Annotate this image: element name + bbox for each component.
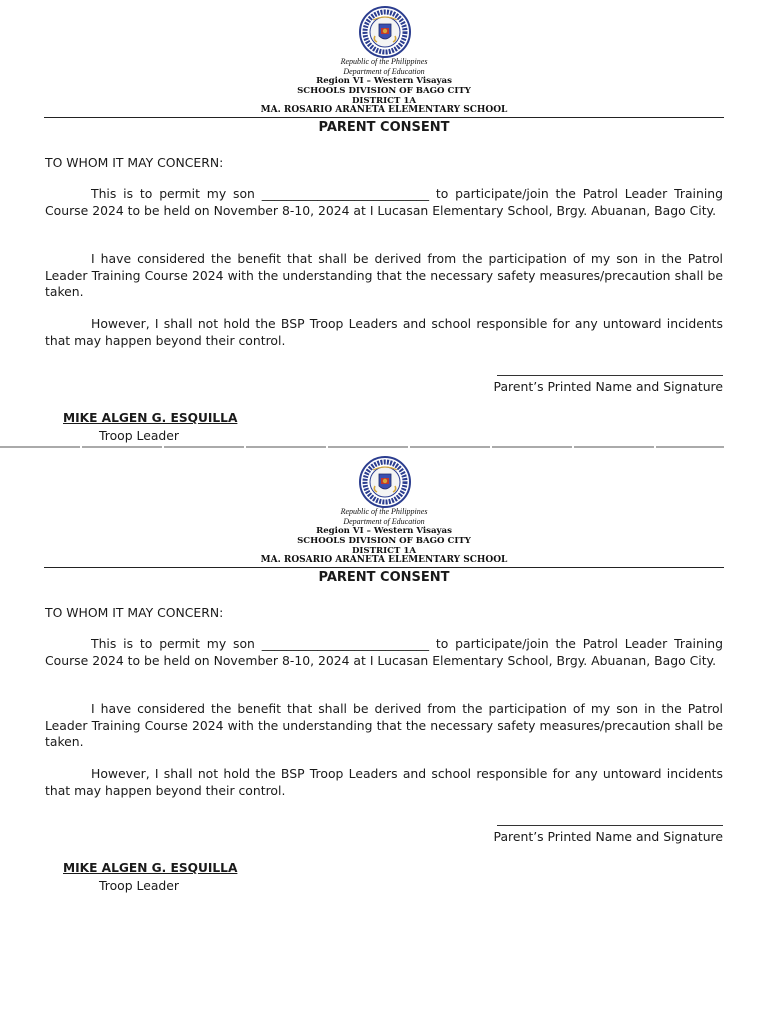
paragraph-permission bbox=[45, 636, 723, 669]
signature-label: Parent’s Printed Name and Signature bbox=[493, 829, 723, 844]
header-department: Department of Education bbox=[343, 517, 425, 526]
troop-leader-name: MIKE ALGEN G. ESQUILLA bbox=[63, 861, 238, 875]
paragraph-liability bbox=[45, 316, 723, 349]
salutation: TO WHOM IT MAY CONCERN: bbox=[45, 605, 224, 620]
paragraph-liability-text: However, I shall not hold the BSP Troop Leaders and school responsible for any untoward incidents that may happen beyond their control. bbox=[45, 766, 723, 798]
header-school: MA. ROSARIO ARANETA ELEMENTARY SCHOOL bbox=[260, 105, 508, 115]
header-divider bbox=[44, 567, 724, 568]
form-title: PARENT CONSENT bbox=[318, 570, 450, 585]
troop-leader-name: MIKE ALGEN G. ESQUILLA bbox=[63, 411, 238, 425]
header-division: SCHOOLS DIVISION OF BAGO CITY bbox=[297, 536, 471, 546]
paragraph-benefit bbox=[45, 701, 723, 751]
paragraph-permission-text: This is to permit my son ___________________________ to participate/join the Patrol Leader Training Course 2024 to be held on November 8-10, 2024 at I Lucasan Elementary School, Brgy. Abuanan, Bago City. bbox=[45, 186, 723, 218]
troop-leader-role: Troop Leader bbox=[99, 878, 180, 893]
troop-leader-role: Troop Leader bbox=[99, 428, 180, 443]
header-school: MA. ROSARIO ARANETA ELEMENTARY SCHOOL bbox=[260, 555, 508, 565]
header-department: Department of Education bbox=[343, 67, 425, 76]
signature-label: Parent’s Printed Name and Signature bbox=[493, 379, 723, 394]
paragraph-benefit bbox=[45, 251, 723, 301]
paragraph-benefit-text: I have considered the benefit that shall be derived from the participation of my son in the Patrol Leader Training Course 2024 with the understanding that the necessary safety measures/precaution shall be taken. bbox=[45, 251, 723, 299]
deped-seal-icon bbox=[351, 6, 419, 58]
header-divider bbox=[44, 117, 724, 118]
header-division: SCHOOLS DIVISION OF BAGO CITY bbox=[297, 86, 471, 96]
paragraph-liability-text: However, I shall not hold the BSP Troop Leaders and school responsible for any untoward incidents that may happen beyond their control. bbox=[45, 316, 723, 348]
header-district: DISTRICT 1A bbox=[351, 546, 417, 556]
header-region: Region VI – Western Visayas bbox=[316, 526, 452, 536]
paragraph-liability bbox=[45, 766, 723, 799]
paragraph-permission bbox=[45, 186, 723, 219]
signature-line bbox=[497, 375, 723, 376]
header-region: Region VI – Western Visayas bbox=[316, 76, 452, 86]
salutation: TO WHOM IT MAY CONCERN: bbox=[45, 155, 224, 170]
header-republic: Republic of the Philippines bbox=[340, 57, 428, 66]
header-republic: Republic of the Philippines bbox=[340, 507, 428, 516]
signature-line bbox=[497, 825, 723, 826]
cut-line bbox=[0, 446, 724, 448]
paragraph-permission-text: This is to permit my son ___________________________ to participate/join the Patrol Leader Training Course 2024 to be held on November 8-10, 2024 at I Lucasan Elementary School, Brgy. Abuanan, Bago City. bbox=[45, 636, 723, 668]
deped-seal-icon bbox=[351, 456, 419, 508]
header-district: DISTRICT 1A bbox=[351, 96, 417, 106]
form-title: PARENT CONSENT bbox=[318, 120, 450, 135]
paragraph-benefit-text: I have considered the benefit that shall be derived from the participation of my son in the Patrol Leader Training Course 2024 with the understanding that the necessary safety measures/precaution shall be taken. bbox=[45, 701, 723, 749]
consent-form-2 bbox=[0, 450, 768, 900]
consent-form-1 bbox=[0, 0, 768, 450]
